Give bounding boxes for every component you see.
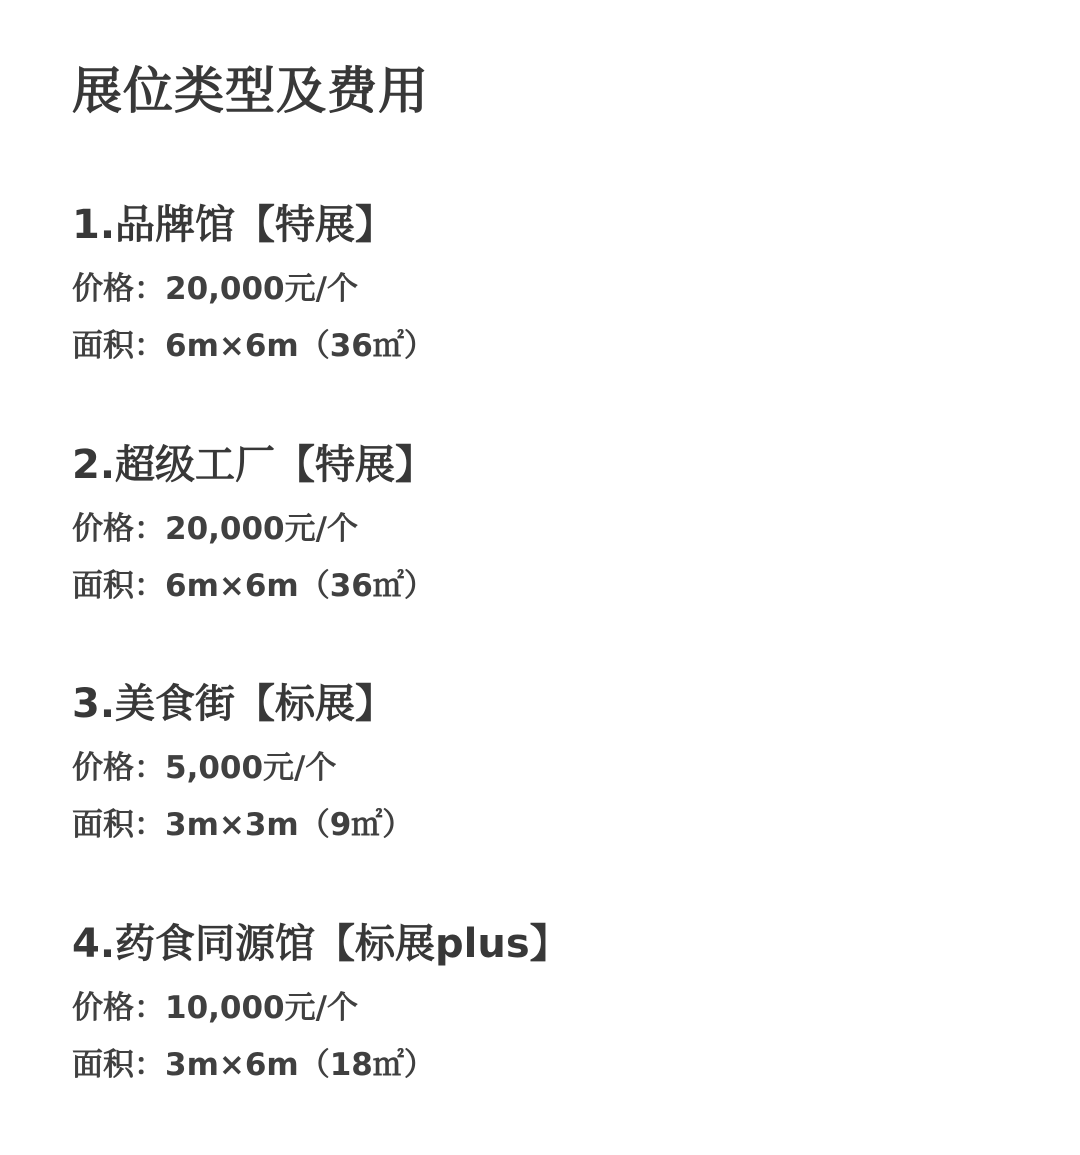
- booth-section: [72, 916, 1052, 1085]
- area-label: 面积：: [72, 328, 165, 364]
- area-row: [72, 805, 1052, 845]
- price-label: 价格：: [72, 271, 165, 307]
- area-value: 3m×3m（9㎡）: [165, 807, 414, 843]
- area-value: 6m×6m（36㎡）: [165, 328, 435, 364]
- price-value: 20,000元/个: [165, 511, 358, 547]
- booth-section: [72, 197, 1052, 366]
- price-row: [72, 988, 1052, 1028]
- price-label: 价格：: [72, 511, 165, 547]
- booth-name: 2.超级工厂【特展】: [72, 442, 436, 488]
- area-row: [72, 326, 1052, 366]
- area-row: [72, 566, 1052, 606]
- booth-name: 1.品牌馆【特展】: [72, 202, 396, 248]
- booth-name: 3.美食街【标展】: [72, 681, 396, 727]
- price-label: 价格：: [72, 750, 165, 786]
- booth-name: 4.药食同源馆【标展plus】: [72, 921, 570, 967]
- area-value: 3m×6m（18㎡）: [165, 1047, 435, 1083]
- area-label: 面积：: [72, 1047, 165, 1083]
- price-value: 20,000元/个: [165, 271, 358, 307]
- price-row: [72, 509, 1052, 549]
- price-value: 5,000元/个: [165, 750, 337, 786]
- price-row: [72, 748, 1052, 788]
- area-label: 面积：: [72, 807, 165, 843]
- price-label: 价格：: [72, 990, 165, 1026]
- price-value: 10,000元/个: [165, 990, 358, 1026]
- area-value: 6m×6m（36㎡）: [165, 568, 435, 604]
- booth-section: [72, 437, 1052, 606]
- area-label: 面积：: [72, 568, 165, 604]
- area-row: [72, 1045, 1052, 1085]
- price-row: [72, 269, 1052, 309]
- page-title: 展位类型及费用: [72, 62, 429, 120]
- booth-section: [72, 676, 1052, 845]
